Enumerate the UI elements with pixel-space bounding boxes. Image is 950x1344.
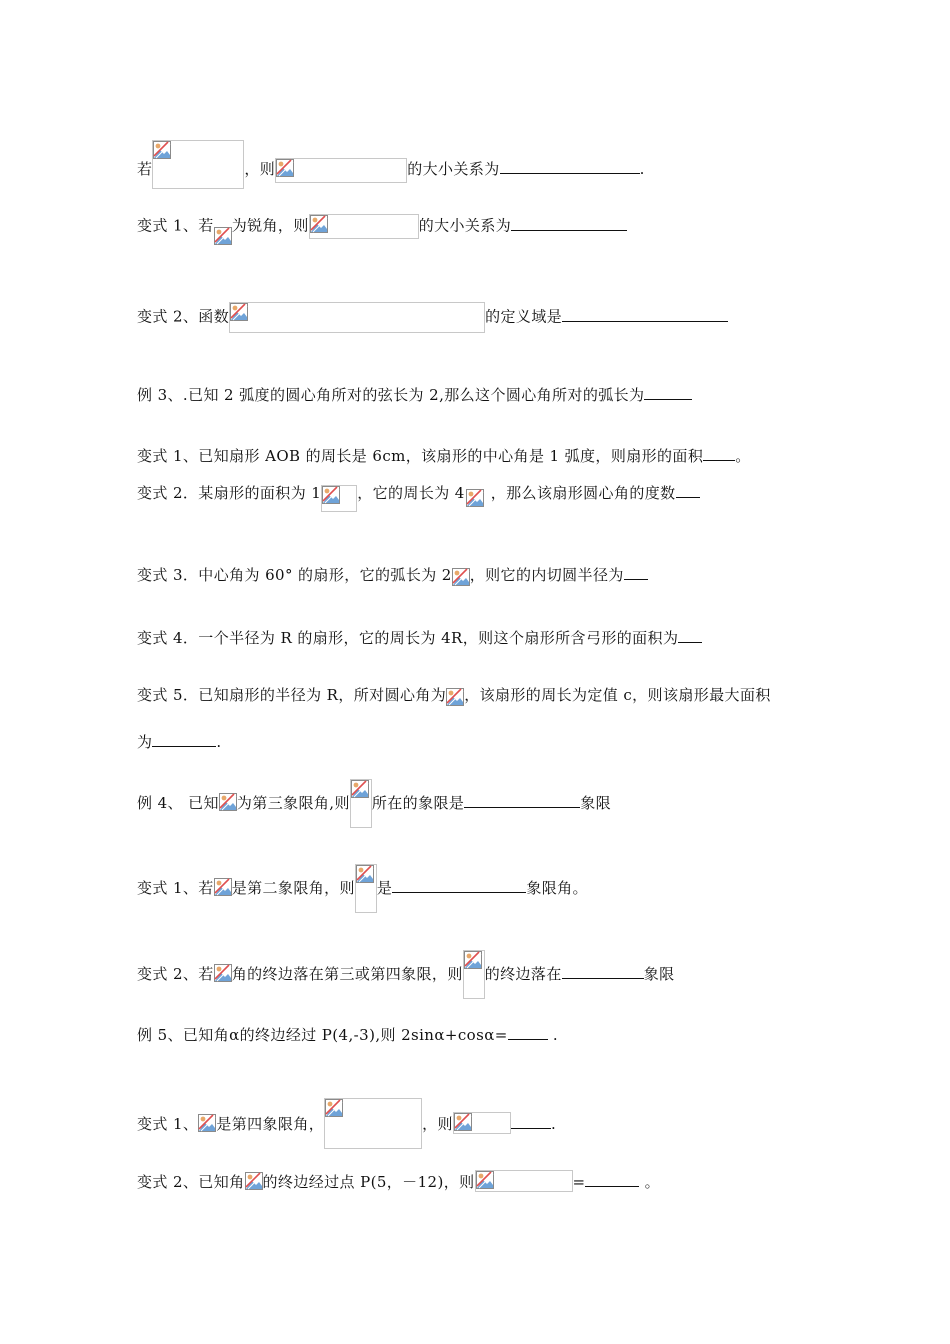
formula-image <box>275 158 407 183</box>
text: 变式 1、若 <box>137 879 214 897</box>
broken-image-icon <box>276 159 294 177</box>
answer-blank <box>152 732 216 747</box>
line-12 <box>137 864 588 913</box>
text: 的终边经过点 P(5，－12)，则 <box>262 1173 475 1191</box>
text: ，则 <box>422 1115 453 1133</box>
formula-image <box>219 793 237 811</box>
answer-blank <box>585 1172 639 1187</box>
text: ，则 <box>244 160 276 178</box>
text: ，则它的内切圆半径为 <box>469 566 624 584</box>
line-7 <box>137 565 648 586</box>
line-13 <box>137 950 675 999</box>
text: . <box>550 1115 557 1133</box>
text: 。 <box>735 447 751 465</box>
text: 变式 2、若 <box>137 965 214 983</box>
text: 的终边落在 <box>484 965 562 983</box>
line-4 <box>137 385 692 404</box>
formula-image <box>350 779 372 828</box>
text: 变式 2、函数 <box>137 307 230 326</box>
text: 变式 1、若 <box>137 216 214 235</box>
broken-image-icon <box>310 215 328 233</box>
text: 象限 <box>643 965 675 983</box>
text: 角的终边落在第三或第四象限，则 <box>231 965 463 983</box>
line-6 <box>137 483 700 512</box>
line-16 <box>137 1170 660 1192</box>
text: 变式 3．中心角为 60° 的扇形，它的弧长为 2 <box>137 566 452 584</box>
formula-image <box>245 1172 263 1190</box>
broken-image-icon <box>153 141 171 159</box>
answer-blank <box>624 565 648 580</box>
formula-image <box>446 688 464 706</box>
line-2 <box>137 214 627 239</box>
answer-blank <box>511 1114 551 1129</box>
answer-blank <box>508 1025 548 1040</box>
line-10 <box>137 732 222 751</box>
text: 的大小关系为 <box>407 160 500 178</box>
text: 象限 <box>580 794 612 812</box>
broken-image-icon <box>245 1172 263 1190</box>
broken-image-icon <box>219 793 237 811</box>
line-5 <box>137 446 751 465</box>
text: 为第三象限角,则 <box>236 794 350 812</box>
text: 例 3、.已知 2 弧度的圆心角所对的弦长为 2,那么这个圆心角所对的弧长为 <box>137 386 645 404</box>
answer-blank <box>644 385 692 400</box>
formula-image <box>309 214 419 239</box>
answer-blank <box>703 446 735 461</box>
text: 变式 2、已知角 <box>137 1173 245 1191</box>
formula-image <box>355 864 377 913</box>
text: 是第四象限角， <box>216 1115 325 1133</box>
text: 所在的象限是 <box>371 794 465 812</box>
formula-image <box>475 1170 573 1192</box>
broken-image-icon <box>230 303 248 321</box>
broken-image-icon <box>351 780 369 798</box>
text: 的定义域是 <box>485 307 563 326</box>
text: . <box>547 1026 559 1044</box>
line-1 <box>137 140 645 189</box>
formula-image <box>463 950 485 999</box>
answer-blank <box>676 483 700 498</box>
broken-image-icon <box>476 1171 494 1189</box>
text: 为锐角，则 <box>231 216 309 235</box>
text: 为 <box>137 733 153 751</box>
text: 变式 4．一个半径为 R 的扇形，它的周长为 4R，则这个扇形所含弓形的面积为 <box>137 629 679 647</box>
broken-image-icon <box>198 1114 216 1132</box>
line-8 <box>137 628 702 647</box>
formula-image <box>152 140 244 189</box>
broken-image-icon <box>214 964 232 982</box>
broken-image-icon <box>466 489 484 507</box>
text: ，它的周长为 4 <box>357 484 465 502</box>
answer-blank <box>511 216 627 231</box>
line-14 <box>137 1025 558 1044</box>
formula-image <box>229 302 485 333</box>
formula-image <box>324 1098 422 1149</box>
broken-image-icon <box>446 688 464 706</box>
answer-blank <box>678 628 702 643</box>
text: 的大小关系为 <box>418 216 512 235</box>
answer-blank <box>562 307 728 322</box>
text: ，该扇形的周长为定值 c，则该扇形最大面积 <box>464 686 771 704</box>
text: = <box>572 1173 586 1191</box>
formula-image <box>214 878 232 896</box>
broken-image-icon <box>454 1113 472 1131</box>
text: . <box>639 160 645 178</box>
line-15 <box>137 1098 556 1149</box>
formula-image <box>453 1112 511 1134</box>
text: 变式 1、已知扇形 AOB 的周长是 6cm，该扇形的中心角是 1 弧度，则扇形的面积 <box>137 447 704 465</box>
formula-image <box>198 1114 216 1132</box>
text: 若 <box>137 160 153 178</box>
answer-blank <box>392 878 526 893</box>
answer-blank <box>562 964 644 979</box>
text: 例 4、 已知 <box>137 794 219 812</box>
broken-image-icon <box>214 878 232 896</box>
broken-image-icon <box>356 865 374 883</box>
line-3 <box>137 302 728 333</box>
text: ，那么该扇形圆心角的度数 <box>490 484 676 502</box>
text: 是 <box>376 879 393 897</box>
formula-image <box>452 568 470 586</box>
line-11 <box>137 779 611 828</box>
text: 变式 2．某扇形的面积为 1 <box>137 484 322 502</box>
broken-image-icon <box>325 1099 343 1117</box>
text: 变式 1、 <box>137 1115 199 1133</box>
formula-image <box>465 488 491 508</box>
text: 是第二象限角，则 <box>231 879 355 897</box>
text: . <box>216 733 222 751</box>
text: 例 5、已知角α的终边经过 P(4,-3),则 2sinα+cosα= <box>137 1026 508 1044</box>
text: 。 <box>639 1173 661 1191</box>
formula-placeholder <box>214 217 232 231</box>
answer-blank <box>500 159 640 174</box>
broken-image-icon <box>452 568 470 586</box>
line-9 <box>137 686 771 706</box>
formula-image <box>214 964 232 982</box>
broken-image-icon <box>464 951 482 969</box>
broken-image-icon <box>214 227 232 245</box>
text: 变式 5．已知扇形的半径为 R，所对圆心角为 <box>137 686 447 704</box>
answer-blank <box>464 793 580 808</box>
broken-image-icon <box>322 486 340 504</box>
text: 象限角。 <box>526 879 588 897</box>
formula-image <box>321 485 357 512</box>
